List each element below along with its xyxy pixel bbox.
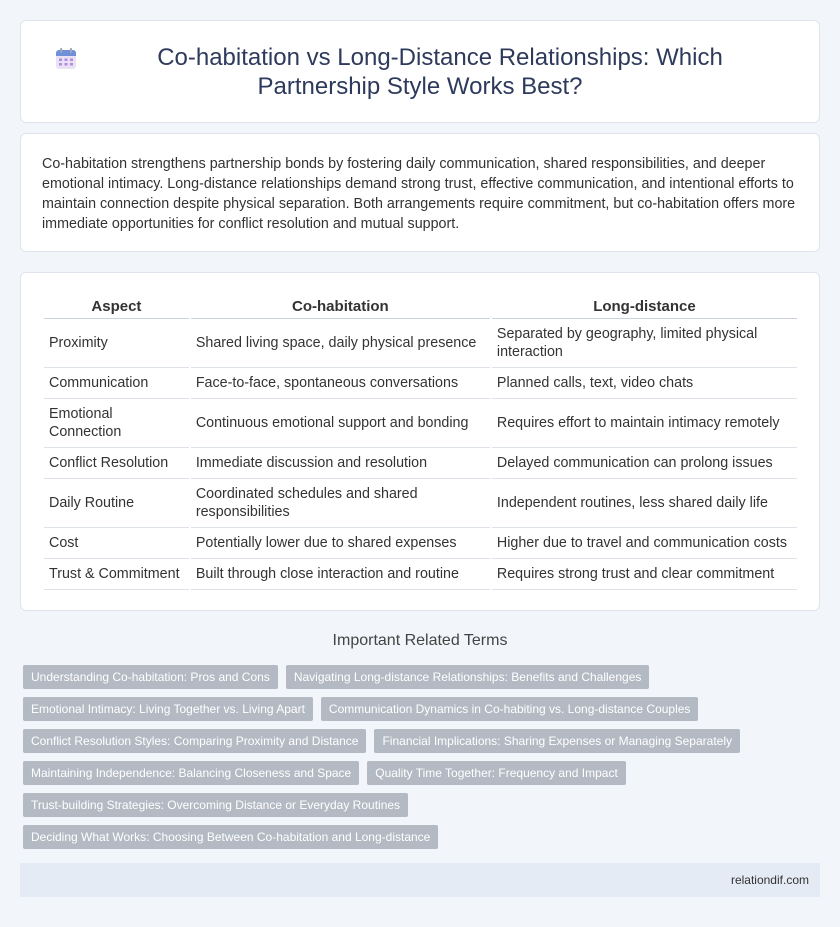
related-term-tag[interactable]: Emotional Intimacy: Living Together vs. Living Apart bbox=[23, 697, 313, 721]
table-cell: Higher due to travel and communication costs bbox=[492, 528, 797, 559]
related-term-tag[interactable]: Trust-building Strategies: Overcoming Distance or Everyday Routines bbox=[23, 793, 408, 817]
footer bbox=[20, 863, 820, 897]
table-row bbox=[44, 319, 797, 368]
comparison-table-card bbox=[20, 272, 820, 611]
table-cell: Conflict Resolution bbox=[44, 448, 189, 479]
related-terms-list bbox=[23, 665, 803, 849]
header-cohabitation: Co-habitation bbox=[191, 293, 490, 319]
table-cell: Requires strong trust and clear commitment bbox=[492, 559, 797, 590]
related-term-tag[interactable]: Quality Time Together: Frequency and Impact bbox=[367, 761, 626, 785]
table-cell: Separated by geography, limited physical interaction bbox=[492, 319, 797, 368]
table-cell: Potentially lower due to shared expenses bbox=[191, 528, 490, 559]
table-cell: Delayed communication can prolong issues bbox=[492, 448, 797, 479]
table-row bbox=[44, 448, 797, 479]
related-term-tag[interactable]: Navigating Long-distance Relationships: Benefits and Challenges bbox=[286, 665, 650, 689]
header-aspect: Aspect bbox=[44, 293, 189, 319]
table-cell: Coordinated schedules and shared responsibilities bbox=[191, 479, 490, 528]
intro-card bbox=[20, 133, 820, 252]
table-header-row bbox=[44, 293, 797, 319]
table-cell: Planned calls, text, video chats bbox=[492, 368, 797, 399]
related-terms-title: Important Related Terms bbox=[332, 632, 508, 649]
table-cell: Daily Routine bbox=[44, 479, 189, 528]
header-long-distance: Long-distance bbox=[492, 293, 797, 319]
table-row bbox=[44, 479, 797, 528]
table-cell: Proximity bbox=[44, 319, 189, 368]
table-cell: Cost bbox=[44, 528, 189, 559]
table-cell: Face-to-face, spontaneous conversations bbox=[191, 368, 490, 399]
comparison-table bbox=[42, 293, 799, 590]
table-cell: Built through close interaction and routine bbox=[191, 559, 490, 590]
table-cell: Requires effort to maintain intimacy remotely bbox=[492, 399, 797, 448]
table-cell: Emotional Connection bbox=[44, 399, 189, 448]
related-term-tag[interactable]: Communication Dynamics in Co-habiting vs. Long-distance Couples bbox=[321, 697, 699, 721]
table-row bbox=[44, 528, 797, 559]
table-cell: Independent routines, less shared daily life bbox=[492, 479, 797, 528]
table-cell: Immediate discussion and resolution bbox=[191, 448, 490, 479]
table-row bbox=[44, 368, 797, 399]
title-card bbox=[20, 20, 820, 123]
related-term-tag[interactable]: Financial Implications: Sharing Expenses or Managing Separately bbox=[374, 729, 740, 753]
related-term-tag[interactable]: Deciding What Works: Choosing Between Co-habitation and Long-distance bbox=[23, 825, 438, 849]
table-cell: Continuous emotional support and bonding bbox=[191, 399, 490, 448]
related-term-tag[interactable]: Understanding Co-habitation: Pros and Cons bbox=[23, 665, 278, 689]
related-term-tag[interactable]: Maintaining Independence: Balancing Closeness and Space bbox=[23, 761, 359, 785]
related-term-tag[interactable]: Conflict Resolution Styles: Comparing Proximity and Distance bbox=[23, 729, 366, 753]
page-title: Co-habitation vs Long-Distance Relationships: Which Partnership Style Works Best? bbox=[157, 44, 723, 100]
intro-paragraph: Co-habitation strengthens partnership bonds by fostering daily communication, shared responsibilities, and deeper emotional intimacy. Long-distance relationships demand strong trust, effective communication, and intentional efforts to maintain connection despite physical separation. Both arrangements require commitment, but co-habitation offers more immediate opportunities for conflict resolution and mutual support. bbox=[42, 156, 796, 232]
table-row bbox=[44, 559, 797, 590]
table-row bbox=[44, 399, 797, 448]
table-cell: Shared living space, daily physical presence bbox=[191, 319, 490, 368]
table-cell: Communication bbox=[44, 368, 189, 399]
footer-site-link[interactable]: relationdif.com bbox=[730, 873, 809, 887]
table-cell: Trust & Commitment bbox=[44, 559, 189, 590]
